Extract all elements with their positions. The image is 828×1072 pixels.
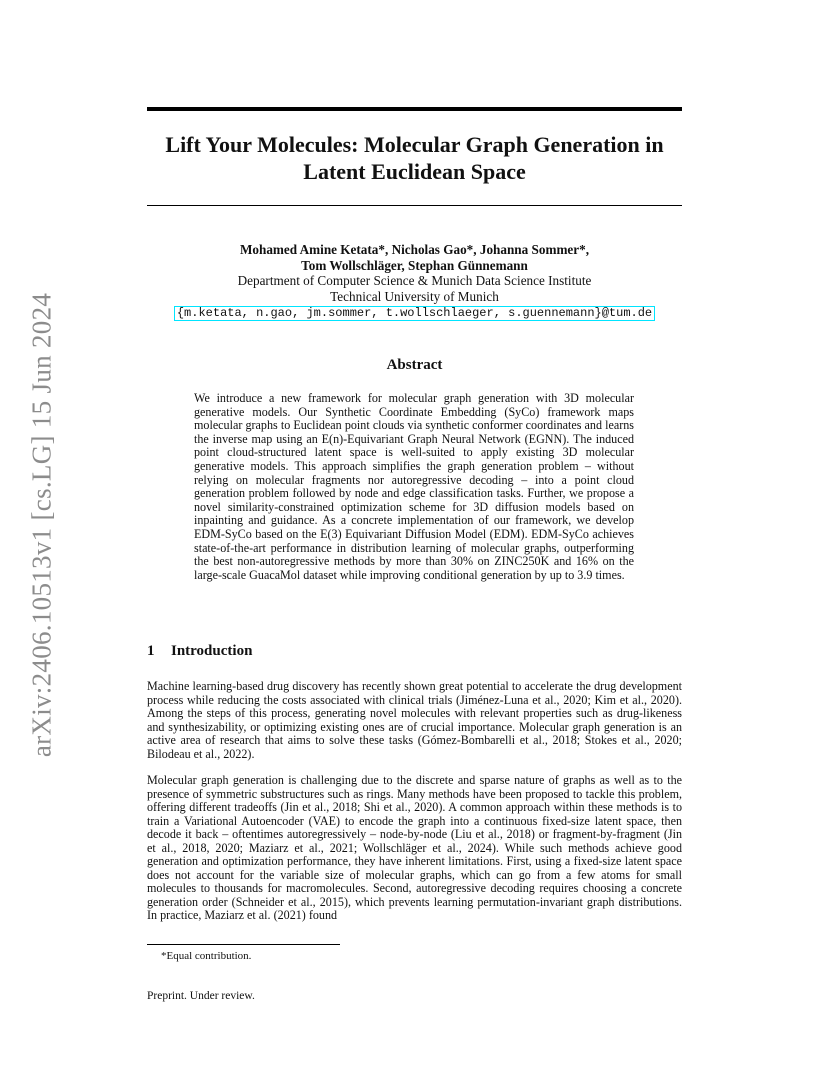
arxiv-identifier — [22, 290, 62, 760]
paper-title: Lift Your Molecules: Molecular Graph Generation in Latent Euclidean Space — [165, 132, 664, 184]
section-title: Introduction — [171, 643, 253, 659]
email-link[interactable]: {m.ketata, n.gao, jm.sommer, t.wollschlaeger, s.guennemann}@tum.de — [174, 306, 655, 321]
section-number: 1 — [147, 643, 155, 659]
footnote: *Equal contribution. — [161, 950, 252, 962]
preprint-note: Preprint. Under review. — [147, 990, 255, 1002]
abstract-text: We introduce a new framework for molecular graph generation with 3D molecular generative models. Our Synthetic Coordinate Embedding (SyCo) framework maps molecular graphs to Euclidean point clouds via synthetic conformer coordinates and learns the inverse map using an E(n)-Equivariant Graph Neural Network (EGNN). The induced point cloud-structured latent space is well-suited to apply existing 3D molecular generative models. This approach simplifies the graph generation problem – without relying on molecular fragments nor autoregressive decoding – into a point cloud generation problem followed by node and edge classification tasks. Further, we propose a novel similarity-constrained optimization scheme for 3D diffusion models based on inpainting and guidance. As a concrete implementation of our framework, we develop EDM-SyCo based on the E(3) Equivariant Diffusion Model (EDM). EDM-SyCo achieves state-of-the-art performance in distribution learning of molecular graphs, outperforming the best non-autoregressive methods by more than 30% on ZINC250K and 16% on the large-scale GuacaMol dataset while improving conditional generation by up to 3.9 times. — [194, 391, 634, 582]
footnote-rule — [147, 944, 340, 945]
intro-paragraph-2: Molecular graph generation is challenging due to the discrete and sparse nature of graphs as well as to the presence of symmetric substructures such as rings. Many methods have been proposed to tackle this problem, offering different tradeoffs (Jin et al., 2018; Shi et al., 2020). A common approach within these methods is to train a Variational Autoencoder (VAE) to encode the graph into a continuous fixed-size latent space, then decode it back – oftentimes autoregressively – node-by-node (Liu et al., 2018) or fragment-by-fragment (Jin et al., 2018, 2020; Maziarz et al., 2021; Wollschläger et al., 2024). While such methods achieve good generation and optimization performance, they have inherent limitations. First, using a fixed-size latent space does not account for the variable size of molecular graphs, which can go from a few atoms for small molecules to thousands for macromolecules. Second, autoregressive decoding requires choosing a concrete generation order (Schneider et al., 2015), which prevents learning permutation-invariant graph distributions. In practice, Maziarz et al. (2021) found — [147, 773, 682, 923]
intro-paragraph-1: Machine learning-based drug discovery has recently shown great potential to accelerate the drug development process while reducing the costs associated with clinical trials (Jiménez-Luna et al., 2020; Kim et al., 2020). Among the steps of this process, generating novel molecules with relevant properties such as drug-likeness and synthesizability, or optimizing existing ones are of crucial importance. Molecular graph generation is an active area of research that aims to solve these tasks (Gómez-Bombarelli et al., 2018; Stokes et al., 2020; Bilodeau et al., 2022). — [147, 679, 682, 761]
author-names-line2: Tom Wollschläger, Stephan Günnemann — [301, 257, 528, 273]
author-block — [150, 242, 679, 321]
title-bottom-rule — [147, 205, 682, 206]
abstract-heading: Abstract — [386, 357, 443, 373]
author-names-line1: Mohamed Amine Ketata*, Nicholas Gao*, Johanna Sommer*, — [239, 242, 590, 257]
affiliation-line1: Department of Computer Science & Munich Data Science Institute — [237, 273, 592, 288]
section-heading — [147, 643, 682, 660]
affiliation-line2: Technical University of Munich — [330, 288, 499, 304]
arxiv-identifier-text: arXiv:2406.10513v1 [cs.LG] 15 Jun 2024 — [26, 292, 57, 758]
title-top-rule — [147, 107, 682, 111]
